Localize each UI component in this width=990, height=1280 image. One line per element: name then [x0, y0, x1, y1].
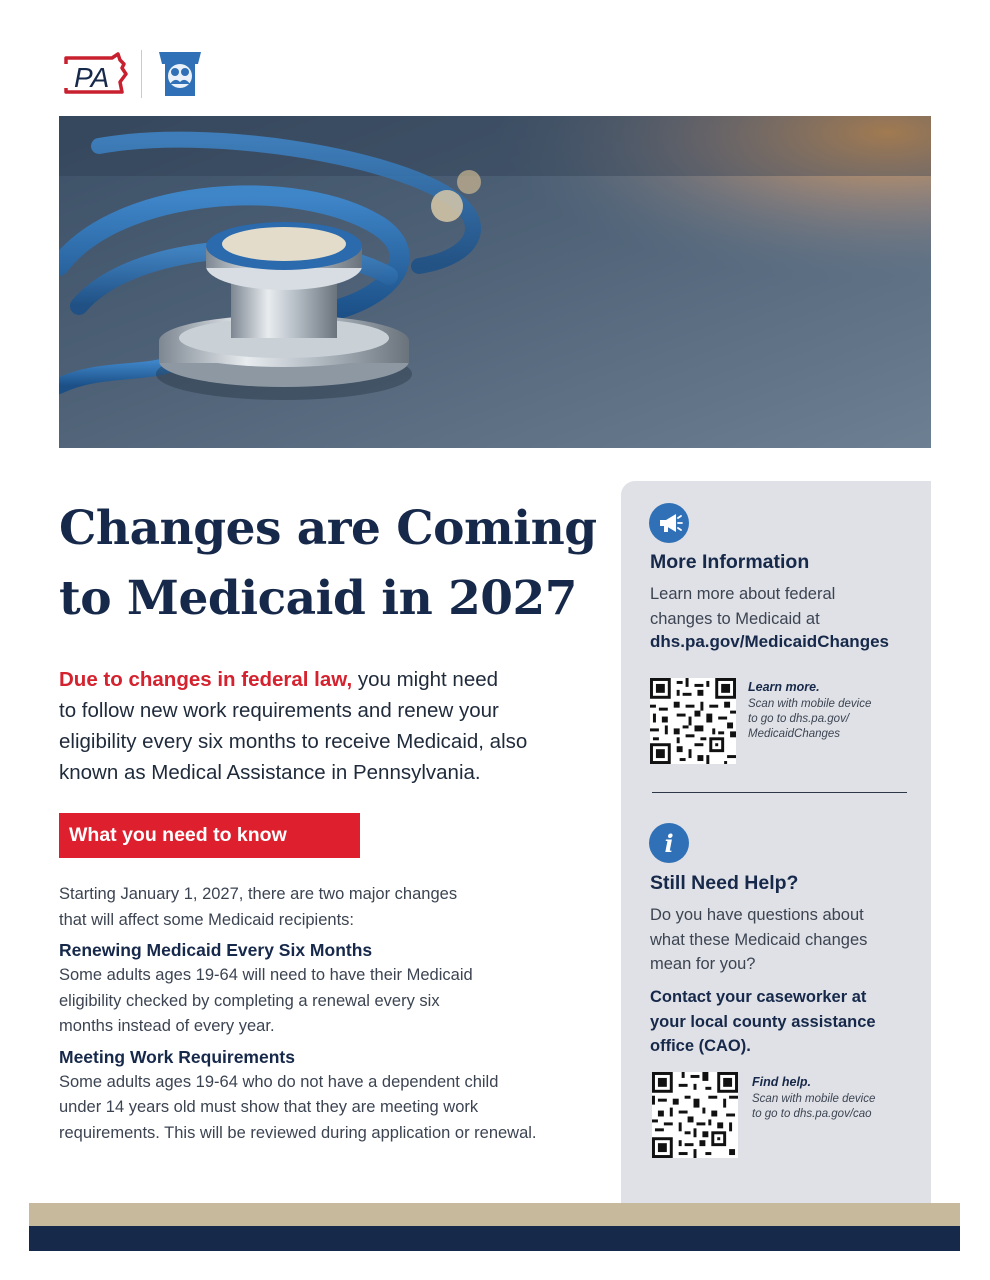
help-heading: Still Need Help? [650, 872, 799, 894]
stethoscope-illustration [59, 116, 931, 448]
intro-line-4: known as Medical Assistance in Pennsylvania. [59, 761, 481, 784]
pa-logo-text: PA [74, 62, 110, 93]
info-icon [649, 823, 689, 863]
logo-divider [141, 50, 142, 98]
intro-highlight: Due to changes in federal law, [59, 668, 353, 691]
need-to-know-banner: What you need to know [59, 813, 360, 858]
page-title [59, 494, 619, 634]
work-line-2: under 14 years old must show that they are meeting work [59, 1098, 479, 1116]
qr-code-more-info[interactable] [650, 678, 736, 764]
changes-section [59, 882, 619, 1146]
qr-find-help-desc [752, 1092, 902, 1122]
intro-paragraph [59, 664, 604, 788]
qr-find-help-line-2: to go to dhs.pa.gov/cao [752, 1108, 872, 1120]
hero-image [59, 116, 931, 448]
contact-line-3: office (CAO). [650, 1037, 751, 1055]
intro-line-2: to follow new work requirements and renew your [59, 699, 499, 722]
help-text [650, 903, 915, 977]
contact-line-2: your local county assistance [650, 1012, 876, 1031]
renew-line-2: eligibility checked by completing a renewal every six [59, 991, 440, 1010]
medicaid-changes-link[interactable]: dhs.pa.gov/MedicaidChanges [650, 632, 889, 651]
work-line-3: requirements. This will be reviewed during application or renewal. [59, 1123, 537, 1142]
more-info-text [650, 582, 915, 631]
pa-logo [62, 52, 132, 98]
qr-code-find-help[interactable] [652, 1072, 738, 1158]
contact-caseworker-text [650, 985, 915, 1059]
intro-line-1-rest: you might need [352, 668, 499, 691]
title-line-2: to Medicaid in 2027 [59, 571, 577, 626]
svg-text:i: i [664, 829, 674, 858]
more-info-line-1: Learn more about federal [650, 585, 836, 603]
qr-more-info-line-2: to go to dhs.pa.gov/ [748, 713, 850, 725]
title-line-1: Changes are Coming [59, 501, 597, 556]
renew-line-1: Some adults ages 19-64 will need to have their Medicaid [59, 966, 473, 984]
footer-bar-navy [29, 1226, 960, 1251]
qr-more-info-line-1: Scan with mobile device [748, 698, 872, 710]
dhs-keystone-logo [155, 50, 205, 100]
intro-line-3: eligibility every six months to receive Medicaid, also [59, 730, 528, 753]
qr-find-help-line-1: Scan with mobile device [752, 1093, 876, 1105]
help-line-2: what these Medicaid changes [650, 930, 868, 949]
more-info-heading: More Information [650, 551, 810, 573]
megaphone-icon [649, 503, 689, 543]
qr-more-info-title: Learn more. [748, 680, 820, 694]
changes-intro-line-1: Starting January 1, 2027, there are two major changes [59, 885, 458, 903]
contact-line-1: Contact your caseworker at [650, 988, 867, 1006]
renew-line-3: months instead of every year. [59, 1017, 275, 1035]
renew-heading: Renewing Medicaid Every Six Months [59, 940, 373, 960]
qr-more-info-desc [748, 697, 898, 742]
help-line-3: mean for you? [650, 955, 756, 973]
changes-intro [59, 882, 619, 933]
more-info-line-2: changes to Medicaid at [650, 609, 820, 628]
panel-divider [652, 792, 907, 793]
work-line-1: Some adults ages 19-64 who do not have a dependent child [59, 1072, 499, 1091]
changes-intro-line-2: that will affect some Medicaid recipients: [59, 910, 354, 929]
work-heading: Meeting Work Requirements [59, 1046, 295, 1067]
info-sidebar [621, 481, 931, 1203]
work-paragraph [59, 1070, 619, 1147]
qr-more-info-line-3: MedicaidChanges [748, 728, 841, 740]
help-line-1: Do you have questions about [650, 906, 864, 924]
qr-find-help-title: Find help. [752, 1075, 812, 1089]
footer-bar-tan [29, 1203, 960, 1226]
renew-paragraph [59, 963, 619, 1040]
